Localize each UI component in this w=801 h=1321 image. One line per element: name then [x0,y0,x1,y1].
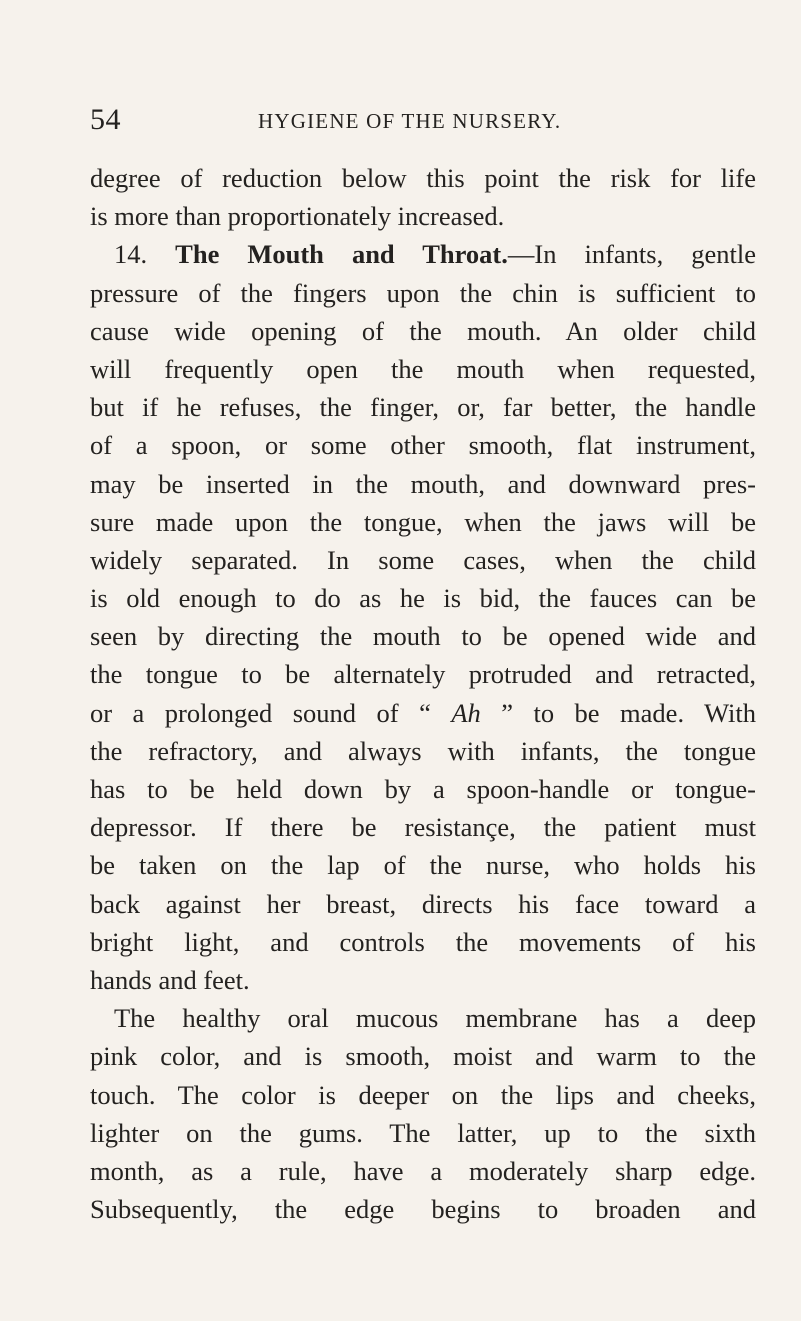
text-segment: or a prolonged sound of “ [90,697,452,728]
text-line: degree of reduction below this point the risk for life [90,163,756,193]
text-segment: —In infants, gentle [507,239,757,270]
section-start-line [90,235,756,273]
italic-word: Ah [451,697,481,728]
text-line: hands and feet. [90,964,250,995]
text-line: may be inserted in the mouth, and downward pres- [90,468,756,499]
text-line: lighter on the gums. The latter, up to the sixth [90,1117,756,1148]
page-number: 54 [90,103,121,136]
text-line: month, as a rule, have a moderately sharp edge. [90,1155,756,1186]
text-line: sure made upon the tongue, when the jaws will be [90,506,756,537]
text-line: has to be held down by a spoon-handle or tongue- [90,774,756,804]
section-number: 14. [114,239,176,270]
text-line: but if he refuses, the finger, or, far better, the handle [90,392,756,423]
text-line: is old enough to do as he is bid, the fauces can be [90,583,756,614]
text-line: be taken on the lap of the nurse, who holds his [90,850,756,881]
text-line: the refractory, and always with infants, the tongue [90,735,756,766]
body-text [90,159,756,1228]
text-line: seen by directing the mouth to be opened wide and [90,621,756,652]
text-line: pressure of the fingers upon the chin is sufficient to [90,277,756,308]
text-line: of a spoon, or some other smooth, flat instrument, [90,430,756,461]
section-heading: The Mouth and Throat. [175,239,508,270]
text-line: touch. The color is deeper on the lips and cheeks, [90,1079,756,1110]
running-head [90,102,730,138]
text-line: is more than proportionately increased. [90,201,505,232]
text-line: widely separated. In some cases, when the child [90,544,756,575]
text-segment: ” to be made. With [480,697,756,728]
text-line: cause wide opening of the mouth. An older child [90,315,756,346]
text-line: pink color, and is smooth, moist and warm to the [90,1041,756,1072]
text-line: will frequently open the mouth when requested, [90,353,756,384]
text-line: the tongue to be alternately protruded and retracted, [90,659,756,690]
text-line: depressor. If there be resistançe, the patient must [90,812,756,843]
text-line-with-italic [90,694,756,732]
running-title: HYGIENE OF THE NURSERY. [258,109,562,133]
paragraph-start-line: The healthy oral mucous membrane has a deep [114,1003,756,1034]
text-line: back against her breast, directs his face toward a [90,888,756,919]
text-line: bright light, and controls the movements of his [90,926,756,957]
text-line: Subsequently, the edge begins to broaden and [90,1194,756,1225]
